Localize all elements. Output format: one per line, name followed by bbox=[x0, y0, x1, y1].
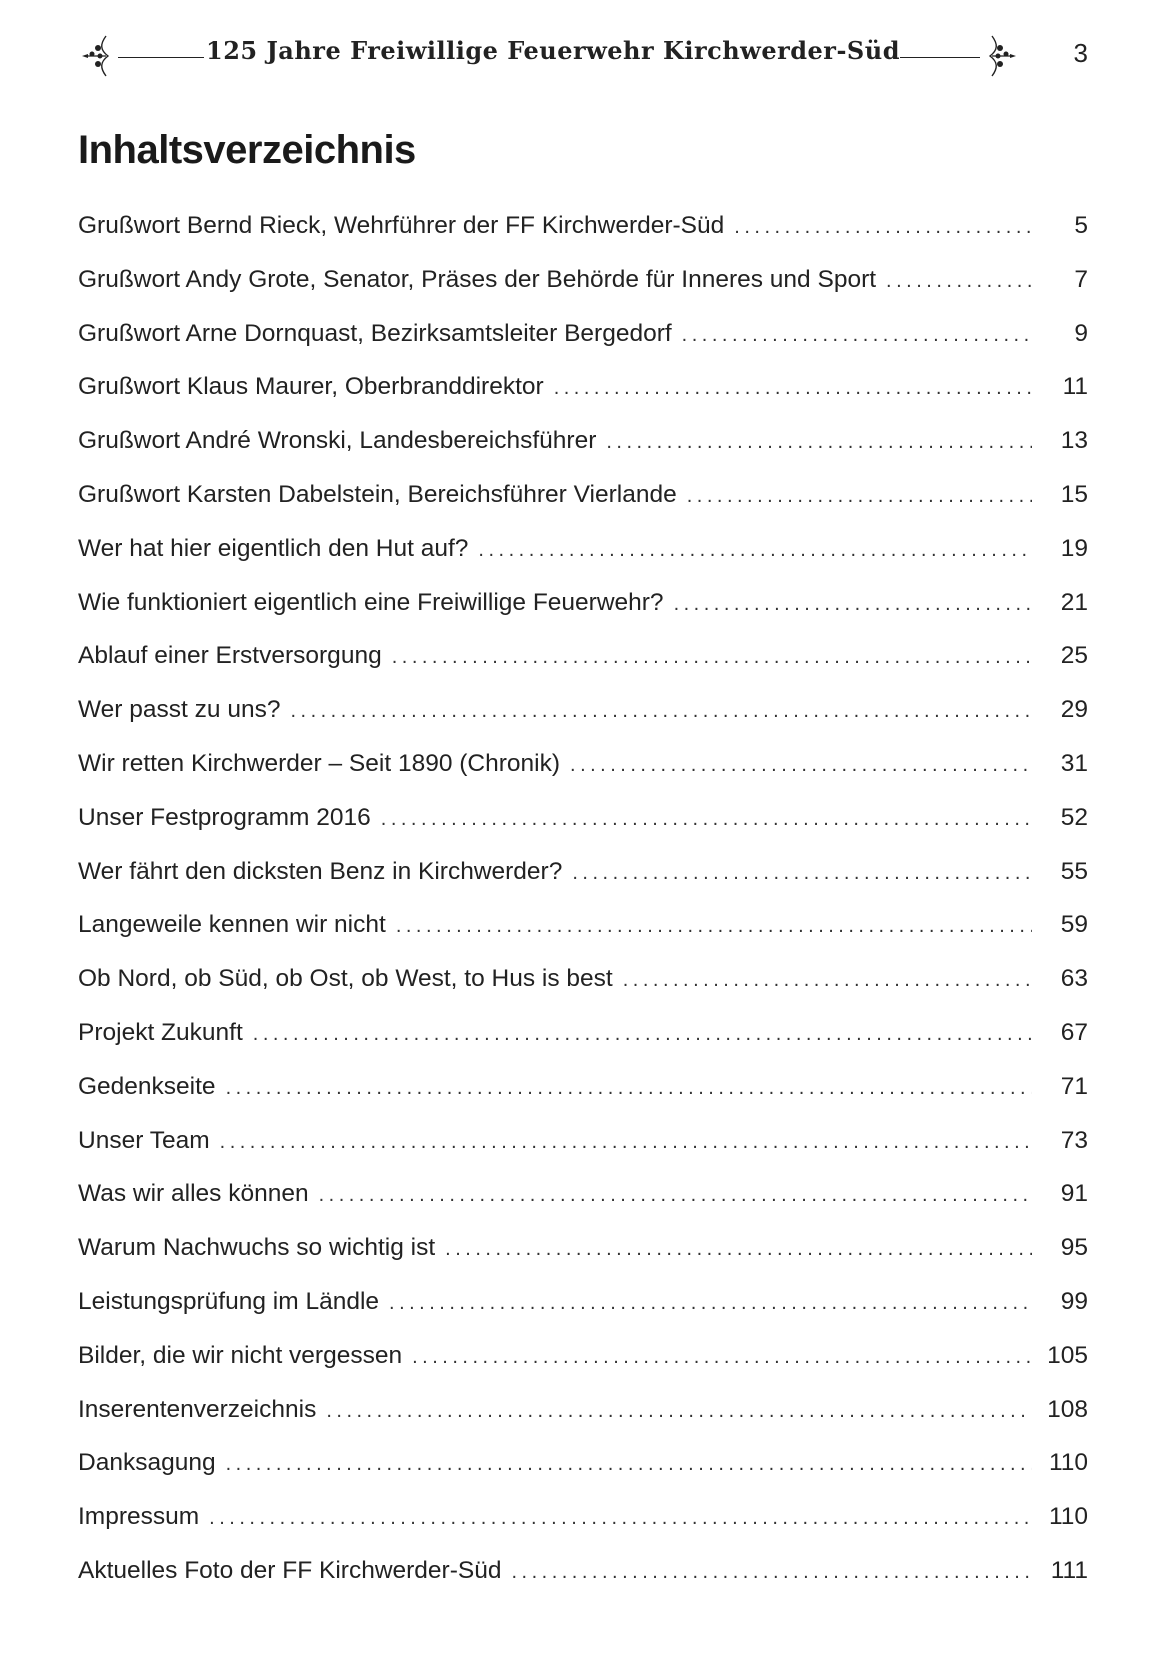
toc-entry-page: 67 bbox=[1060, 1018, 1088, 1046]
toc-entry bbox=[78, 804, 1088, 858]
toc-entry-page: 59 bbox=[1060, 911, 1088, 939]
toc-entry bbox=[78, 535, 1088, 589]
dot-leader bbox=[226, 1077, 1032, 1100]
header-rule-left bbox=[118, 57, 204, 58]
dot-leader bbox=[381, 808, 1032, 831]
toc-entry-title: Grußwort Bernd Rieck, Wehrführer der FF Kirchwerder-Süd bbox=[78, 212, 725, 239]
toc-entry bbox=[78, 481, 1088, 535]
dot-leader bbox=[734, 216, 1032, 239]
toc-entry-title: Grußwort Andy Grote, Senator, Präses der Behörde für Inneres und Sport bbox=[78, 265, 877, 293]
toc-entry-page: 52 bbox=[1060, 803, 1088, 831]
toc-entry-title: Gedenkseite bbox=[78, 1072, 216, 1100]
dot-leader bbox=[209, 1507, 1032, 1530]
fleuron-ornament-icon bbox=[78, 34, 118, 78]
toc-entry-title: Unser Team bbox=[78, 1126, 210, 1154]
toc-entry-page: 110 bbox=[1048, 1503, 1088, 1531]
toc-entry-title: Warum Nachwuchs so wichtig ist bbox=[78, 1234, 436, 1262]
toc-entry-page: 19 bbox=[1060, 534, 1088, 562]
toc-entry bbox=[78, 858, 1088, 912]
dot-leader bbox=[687, 485, 1032, 508]
toc-entry-title: Danksagung bbox=[78, 1449, 216, 1477]
toc-entry-title: Inserentenverzeichnis bbox=[78, 1395, 317, 1423]
toc-entry bbox=[78, 1127, 1088, 1181]
toc-entry bbox=[78, 320, 1088, 374]
toc-entry-title: Was wir alles können bbox=[78, 1180, 309, 1208]
toc-entry-title: Grußwort Arne Dornquast, Bezirksamtsleiter Bergedorf bbox=[78, 319, 672, 347]
dot-leader bbox=[253, 1023, 1032, 1046]
toc-entry-page: 11 bbox=[1062, 373, 1088, 401]
toc-entry-title: Ablauf einer Erstversorgung bbox=[78, 642, 382, 670]
toc-entry-page: 99 bbox=[1060, 1287, 1088, 1315]
toc-entry-title: Wer fährt den dicksten Benz in Kirchwerder? bbox=[78, 857, 563, 885]
dot-leader bbox=[412, 1346, 1032, 1369]
toc-entry-title: Grußwort Karsten Dabelstein, Bereichsführer Vierlande bbox=[78, 480, 677, 508]
toc-entry-page: 13 bbox=[1060, 427, 1088, 455]
toc-entry bbox=[78, 965, 1088, 1019]
toc-entry bbox=[78, 1396, 1088, 1450]
dot-leader bbox=[319, 1184, 1032, 1207]
toc-entry-title: Aktuelles Foto der FF Kirchwerder-Süd bbox=[78, 1556, 502, 1584]
dot-leader bbox=[389, 1292, 1032, 1315]
toc-entry-page: 55 bbox=[1060, 857, 1088, 885]
toc-entry-page: 7 bbox=[1074, 265, 1088, 293]
toc-entry bbox=[78, 1019, 1088, 1073]
dot-leader bbox=[396, 915, 1032, 938]
toc-entry-page: 73 bbox=[1060, 1126, 1088, 1154]
toc-entry-page: 108 bbox=[1047, 1395, 1088, 1423]
toc-entry-page: 15 bbox=[1060, 480, 1088, 508]
header-rule-right bbox=[900, 57, 980, 58]
dot-leader bbox=[886, 270, 1032, 293]
dot-leader bbox=[674, 593, 1032, 616]
toc-entry-title: Impressum bbox=[78, 1503, 200, 1531]
toc-entry bbox=[78, 373, 1088, 427]
toc-entry-title: Wir retten Kirchwerder – Seit 1890 (Chronik) bbox=[78, 749, 561, 777]
toc-entry bbox=[78, 911, 1088, 965]
toc-entry-title: Ob Nord, ob Süd, ob Ost, ob West, to Hus is best bbox=[78, 965, 613, 993]
dot-leader bbox=[326, 1400, 1032, 1423]
toc-entry bbox=[78, 1449, 1088, 1503]
toc-entry-page: 91 bbox=[1060, 1180, 1088, 1208]
toc-entry-page: 63 bbox=[1060, 965, 1088, 993]
page-number: 3 bbox=[1073, 38, 1088, 68]
toc-entry bbox=[78, 642, 1088, 696]
toc-entry-page: 5 bbox=[1074, 212, 1088, 239]
toc-entry bbox=[78, 1503, 1088, 1557]
dot-leader bbox=[226, 1453, 1032, 1476]
toc-entry-title: Wer passt zu uns? bbox=[78, 696, 281, 724]
dot-leader bbox=[554, 377, 1032, 400]
table-of-contents bbox=[78, 212, 1088, 1611]
toc-entry-page: 31 bbox=[1060, 749, 1088, 777]
toc-entry-title: Grußwort André Wronski, Landesbereichsführer bbox=[78, 427, 597, 455]
toc-entry bbox=[78, 750, 1088, 804]
toc-entry bbox=[78, 212, 1088, 266]
toc-entry bbox=[78, 427, 1088, 481]
dot-leader bbox=[511, 1561, 1032, 1584]
toc-entry-title: Projekt Zukunft bbox=[78, 1018, 243, 1046]
toc-entry-title: Wie funktioniert eigentlich eine Freiwillige Feuerwehr? bbox=[78, 588, 664, 616]
toc-entry bbox=[78, 696, 1088, 750]
toc-entry bbox=[78, 1557, 1088, 1611]
toc-entry-page: 111 bbox=[1050, 1556, 1088, 1584]
toc-entry-title: Leistungsprüfung im Ländle bbox=[78, 1287, 380, 1315]
toc-entry-page: 71 bbox=[1060, 1072, 1088, 1100]
dot-leader bbox=[572, 862, 1032, 885]
toc-entry bbox=[78, 1073, 1088, 1127]
toc-entry-title: Unser Festprogramm 2016 bbox=[78, 803, 371, 831]
dot-leader bbox=[478, 539, 1032, 562]
dot-leader bbox=[392, 646, 1032, 669]
toc-entry-page: 21 bbox=[1060, 588, 1088, 616]
toc-entry-page: 9 bbox=[1074, 319, 1088, 347]
dot-leader bbox=[606, 431, 1032, 454]
toc-entry-page: 29 bbox=[1060, 696, 1088, 724]
toc-entry-title: Langeweile kennen wir nicht bbox=[78, 911, 386, 939]
dot-leader bbox=[220, 1131, 1032, 1154]
toc-entry bbox=[78, 1234, 1088, 1288]
toc-entry-title: Grußwort Klaus Maurer, Oberbranddirektor bbox=[78, 373, 544, 401]
toc-entry bbox=[78, 266, 1088, 320]
dot-leader bbox=[682, 324, 1032, 347]
running-header bbox=[78, 30, 1088, 78]
toc-entry bbox=[78, 1180, 1088, 1234]
page-title: Inhaltsverzeichnis bbox=[78, 128, 416, 172]
running-title: 125 Jahre Freiwillige Feuerwehr Kirchwerder-Süd bbox=[206, 36, 900, 65]
dot-leader bbox=[445, 1238, 1032, 1261]
toc-entry bbox=[78, 1342, 1088, 1396]
toc-entry bbox=[78, 589, 1088, 643]
toc-entry-page: 110 bbox=[1048, 1449, 1088, 1477]
toc-entry-title: Wer hat hier eigentlich den Hut auf? bbox=[78, 534, 469, 562]
dot-leader bbox=[570, 754, 1032, 777]
dot-leader bbox=[290, 700, 1032, 723]
toc-entry-page: 105 bbox=[1047, 1341, 1088, 1369]
toc-entry-page: 95 bbox=[1060, 1234, 1088, 1262]
toc-entry-page: 25 bbox=[1060, 642, 1088, 670]
dot-leader bbox=[623, 969, 1032, 992]
toc-entry bbox=[78, 1288, 1088, 1342]
fleuron-ornament-icon bbox=[980, 34, 1020, 78]
toc-entry-title: Bilder, die wir nicht vergessen bbox=[78, 1341, 403, 1369]
